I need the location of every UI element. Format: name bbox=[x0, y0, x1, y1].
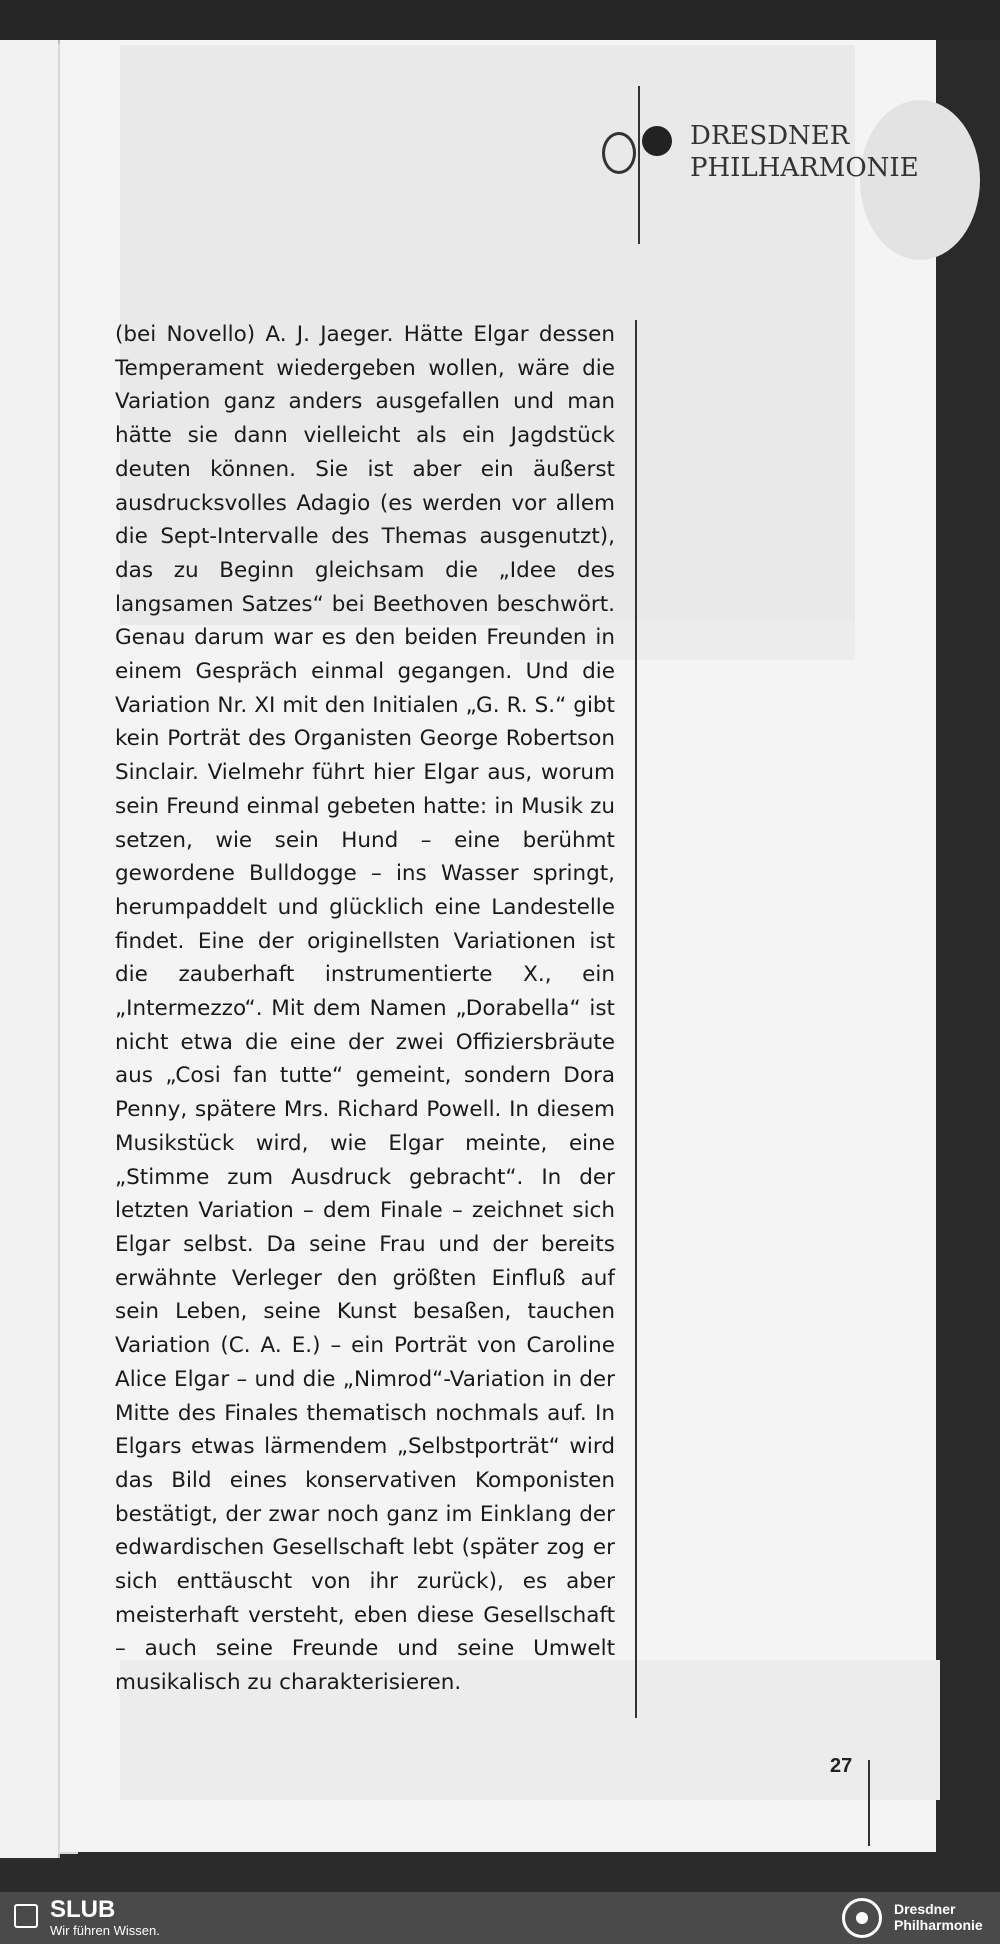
body-paragraph: (bei Novello) A. J. Jaeger. Hätte Elgar dessen Temperament wiedergeben wollen, wäre die Variation ganz anders ausgefallen und man hätte sie dann vielleicht als ein Jagdstück deuten können. Sie ist aber ein äußerst ausdrucksvolles Adagio (es werden vor allem die Sept-Intervalle des Themas ausgenutzt), das zu Beginn gleichsam die „Idee des langsamen Satzes“ bei Beethoven beschwört. Genau darum war es den beiden Freunden in einem Gespräch einmal gegangen. Und die Variation Nr. XI mit den Initialen „G. R. S.“ gibt kein Porträt des Organisten George Robertson Sinclair. Vielmehr führt hier Elgar aus, worum sein Freund einmal gebeten hatte: in Musik zu setzen, wie sein Hund – eine berühmt gewordene Bulldogge – ins Wasser springt, herumpaddelt und glücklich eine Landestelle findet. Eine der originellsten Variationen ist die zauberhaft instrumentierte X., ein „Intermezzo“. Mit dem Namen „Dorabella“ ist nicht etwa die eine der zwei Offiziersbräute aus „Cosi fan tutte“ gemeint, sondern Dora Penny, spätere Mrs. Richard Powell. In diesem Musikstück wird, wie Elgar meinte, eine „Stimme zum Ausdruck gebracht“. In der letzten Variation – dem Finale – zeichnet sich Elgar selbst. Da seine Frau und der bereits erwähnte Verleger den größten Einfluß auf sein Leben, seine Kunst besaßen, tauchen Variation (C. A. E.) – ein Porträt von Caroline Alice Elgar – und die „Nimrod“-Variation in der Mitte des Finales thematisch nochmals auf. In Elgars etwas lärmendem „Selbstporträt“ wird das Bild eines konservativen Komponisten bestätigt, der zwar noch ganz im Einklang der edwardischen Gesellschaft lebt (später zog er sich enttäuscht von ihr zurück), es aber meisterhaft versteht, eben diese Gesellschaft – auch seine Freunde und seine Umwelt musikalisch zu charakterisieren. bbox=[115, 322, 615, 1696]
column-rule bbox=[635, 320, 637, 1718]
philharmonie-logo-icon bbox=[842, 1898, 882, 1938]
logo-line-1: DRESDNER bbox=[690, 121, 850, 151]
logo-stem bbox=[638, 86, 640, 244]
footer-bar bbox=[0, 1892, 1000, 1944]
logo-dot bbox=[642, 126, 672, 156]
slub-title[interactable]: SLUB bbox=[50, 1896, 116, 1923]
scan-right-edge bbox=[936, 40, 1000, 1858]
adjacent-page-edge bbox=[0, 40, 60, 1858]
slub-logo-icon bbox=[12, 1902, 38, 1928]
logo-ring bbox=[602, 132, 636, 174]
philharmonie-footer-title[interactable] bbox=[894, 1901, 983, 1933]
slub-subtitle: Wir führen Wissen. bbox=[50, 1923, 160, 1938]
page-number-rule bbox=[868, 1760, 870, 1846]
philharmonie-footer-line-1: Dresdner bbox=[894, 1901, 956, 1917]
logo-text bbox=[690, 120, 919, 184]
page-number: 27 bbox=[830, 1755, 853, 1777]
logo-line-2: PHILHARMONIE bbox=[690, 153, 919, 183]
philharmonie-footer-line-2: Philharmonie bbox=[894, 1917, 983, 1933]
dresdner-philharmonie-logo bbox=[598, 86, 919, 246]
scan-background bbox=[0, 0, 1000, 40]
